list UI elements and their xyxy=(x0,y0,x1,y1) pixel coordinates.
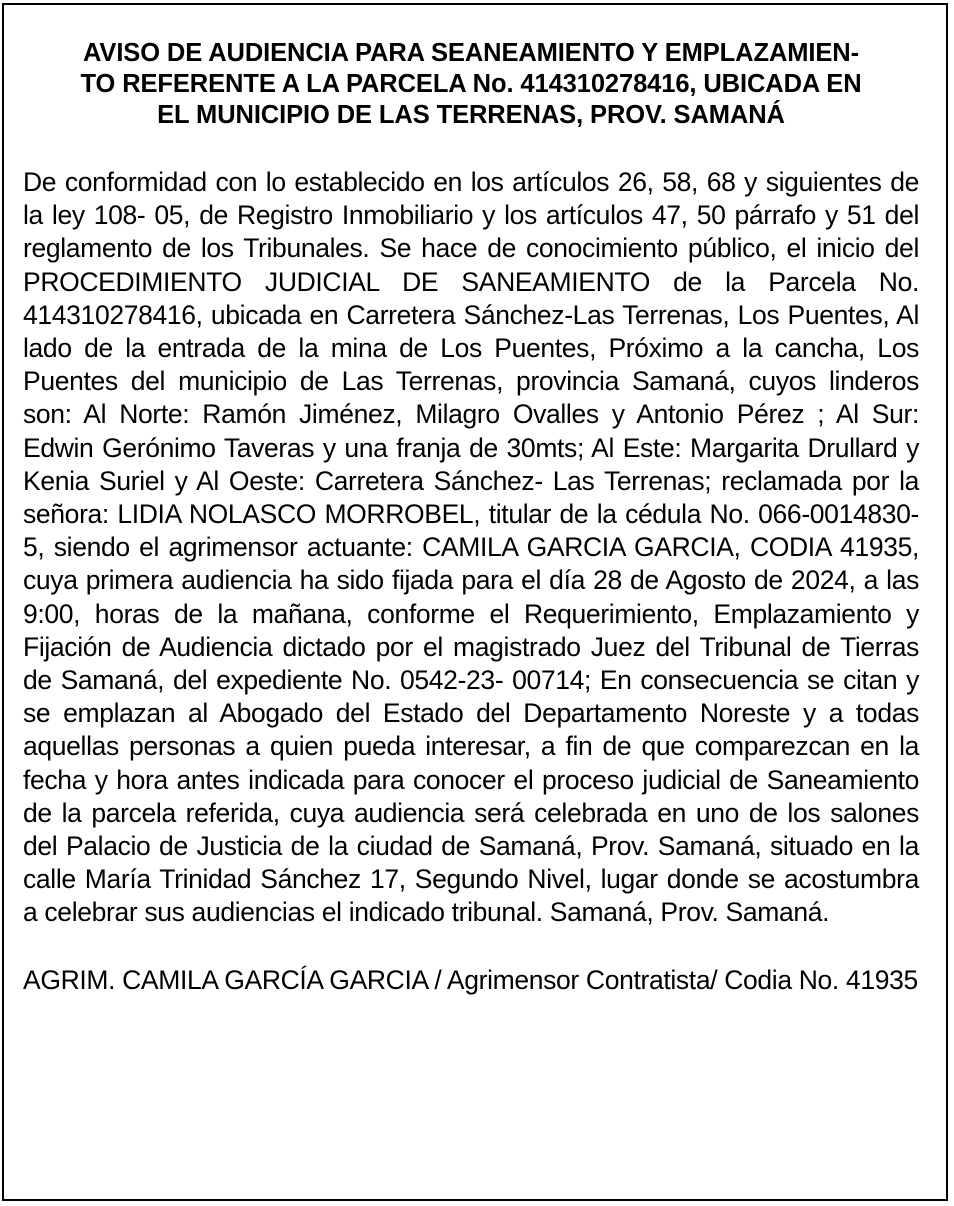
notice-body: De conformidad con lo establecido en los artículos 26, 58, 68 y siguientes de la ley 108- 05, de Registro Inmobiliario y los artículos 47, 50 párrafo y 51 del reglamento de los Tribunales. Se hace de conocimiento público, el inicio del PROCEDIMIENTO JUDICIAL DE SANEAMIENTO de la Parcela No. 414310278416, ubicada en Carretera Sánchez-Las Terrenas, Los Puentes, Al lado de la entrada de la mina de Los Puentes, Próximo a la cancha, Los Puentes del municipio de Las Terrenas, provincia Samaná, cuyos linderos son: Al Norte: Ramón Jiménez, Milagro Ovalles y Antonio Pérez ; Al Sur: Edwin Gerónimo Taveras y una franja de 30mts; Al Este: Margarita Drullard y Kenia Suriel y Al Oeste: Carretera Sánchez- Las Terrenas; reclamada por la señora: LIDIA NOLASCO MORROBEL, titular de la cédula No. 066-0014830-5, siendo el agrimensor actuante: CAMILA GARCIA GARCIA, CODIA 41935, cuya primera audiencia ha sido fijada para el día 28 de Agosto de 2024, a las 9:00, horas de la mañana, conforme el Requerimiento, Emplazamiento y Fijación de Audiencia dictado por el magistrado Juez del Tribunal de Tierras de Samaná, del expediente No. 0542-23- 00714; En consecuencia se citan y se emplazan al Abogado del Estado del Departamento Noreste y a todas aquellas personas a quien pueda interesar, a fin de que comparezcan en la fecha y hora antes indicada para conocer el proceso judicial de Saneamiento de la parcela referida, cuya audiencia será celebrada en uno de los salones del Palacio de Justicia de la ciudad de Samaná, Prov. Samaná, situado en la calle María Trinidad Sánchez 17, Segundo Nivel, lugar donde se acostumbra a celebrar sus audiencias el indicado tribunal. Samaná, Prov. Samaná. xyxy=(23,167,919,928)
notice-title-line-3: EL MUNICIPIO DE LAS TERRENAS, PROV. SAMANÁ xyxy=(157,101,785,129)
notice-title-line-2: TO REFERENTE A LA PARCELA No. 414310278416, UBICADA EN xyxy=(80,70,862,98)
notice-signature: AGRIM. CAMILA GARCÍA GARCIA / Agrimensor Contratista/ Codia No. 41935 xyxy=(23,964,918,995)
notice-title xyxy=(23,38,919,131)
notice-title-line-1: AVISO DE AUDIENCIA PARA SEANEAMIENTO Y EMPLAZAMIEN- xyxy=(82,39,860,67)
legal-notice-box xyxy=(2,3,948,1201)
